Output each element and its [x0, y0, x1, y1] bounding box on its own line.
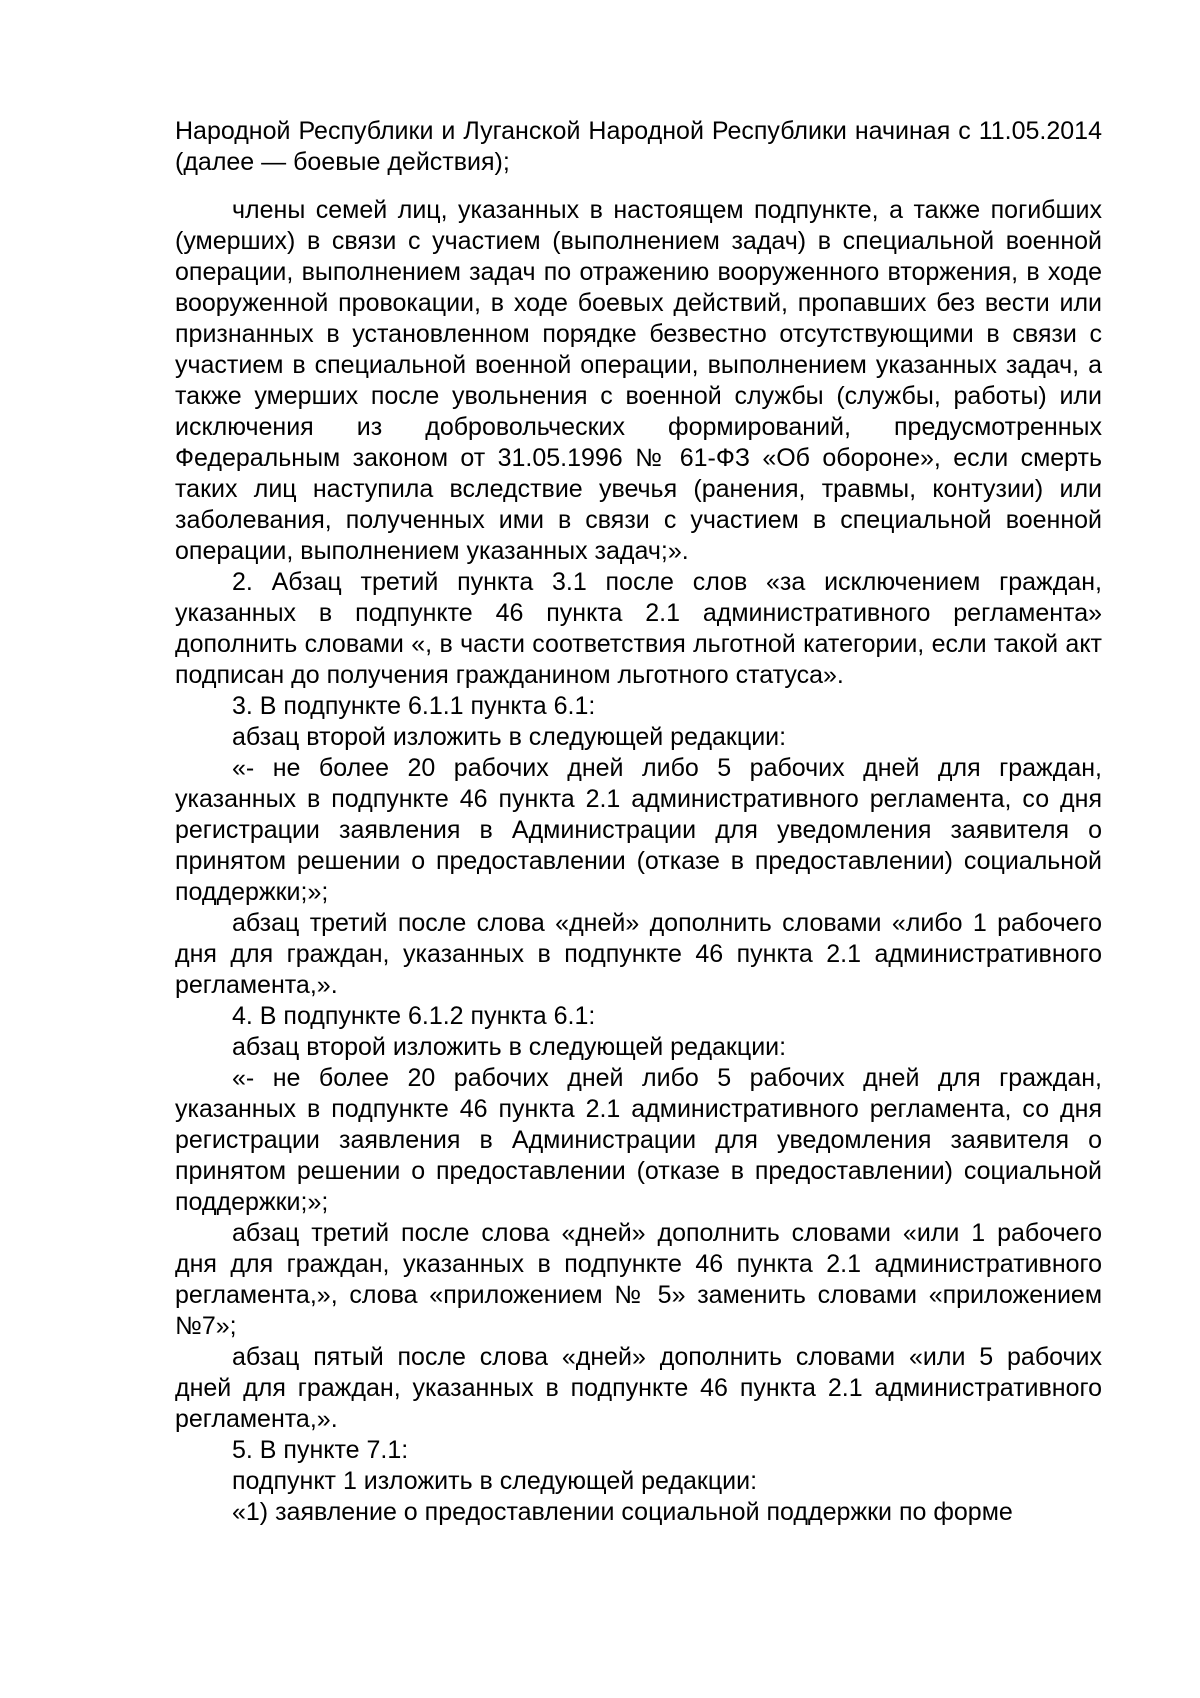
paragraph-continuation: Народной Республики и Луганской Народной Республики начиная с 11.05.2014 (далее — боевые действия);	[175, 117, 1102, 176]
paragraph-item-2: 2. Абзац третий пункта 3.1 после слов «за исключением граждан, указанных в подпункте 46 пункта 2.1 административного регламента» дополнить словами «, в части соответствия льготной категории, если такой акт подписан до получения гражданином льготного статуса».	[175, 568, 1102, 689]
paragraph-item-4-abzac-5: абзац пятый после слова «дней» дополнить словами «или 5 рабочих дней для граждан, указанных в подпункте 46 пункта 2.1 административного регламента,».	[175, 1343, 1102, 1433]
paragraph-item-3-abzac-2: абзац второй изложить в следующей редакции:	[232, 723, 787, 751]
paragraph-item-4-abzac-2: абзац второй изложить в следующей редакции:	[232, 1033, 787, 1061]
paragraph-item-3-quote: «- не более 20 рабочих дней либо 5 рабочих дней для граждан, указанных в подпункте 46 пункта 2.1 административного регламента, со дня регистрации заявления в Администрации для уведомления заявителя о принятом решении о предоставлении (отказе в предоставлении) социальной поддержки;»;	[175, 754, 1102, 906]
paragraph-item-5-quote-start: «1) заявление о предоставлении социальной поддержки по форме	[232, 1498, 1013, 1526]
paragraph-item-4: 4. В подпункте 6.1.2 пункта 6.1:	[232, 1002, 596, 1030]
paragraph-item-5-subitem-1: подпункт 1 изложить в следующей редакции:	[232, 1467, 758, 1495]
paragraph-item-5: 5. В пункте 7.1:	[232, 1436, 409, 1464]
paragraph-item-4-quote: «- не более 20 рабочих дней либо 5 рабочих дней для граждан, указанных в подпункте 46 пункта 2.1 административного регламента, со дня регистрации заявления в Администрации для уведомления заявителя о принятом решении о предоставлении (отказе в предоставлении) социальной поддержки;»;	[175, 1064, 1102, 1216]
paragraph-item-3-abzac-3: абзац третий после слова «дней» дополнить словами «либо 1 рабочего дня для граждан, указанных в подпункте 46 пункта 2.1 административного регламента,».	[175, 909, 1102, 999]
paragraph-item-4-abzac-3: абзац третий после слова «дней» дополнить словами «или 1 рабочего дня для граждан, указанных в подпункте 46 пункта 2.1 административного регламента,», слова «приложением № 5» заменить словами «приложением №7»;	[175, 1219, 1102, 1340]
document-body	[175, 116, 1102, 1528]
paragraph-item-3: 3. В подпункте 6.1.1 пункта 6.1:	[232, 692, 596, 720]
paragraph-family-members: члены семей лиц, указанных в настоящем подпункте, а также погибших (умерших) в связи с участием (выполнением задач) в специальной военной операции, выполнением задач по отражению вооруженного вторжения, в ходе вооруженной провокации, в ходе боевых действий, пропавших без вести или признанных в установленном порядке безвестно отсутствующими в связи с участием в специальной военной операции, выполнением указанных задач, а также умерших после увольнения с военной службы (службы, работы) или исключения из добровольческих формирований, предусмотренных Федеральным законом от 31.05.1996 № 61-ФЗ «Об обороне», если смерть таких лиц наступила вследствие увечья (ранения, травмы, контузии) или заболевания, полученных ими в связи с участием в специальной военной операции, выполнением указанных задач;».	[175, 196, 1102, 565]
